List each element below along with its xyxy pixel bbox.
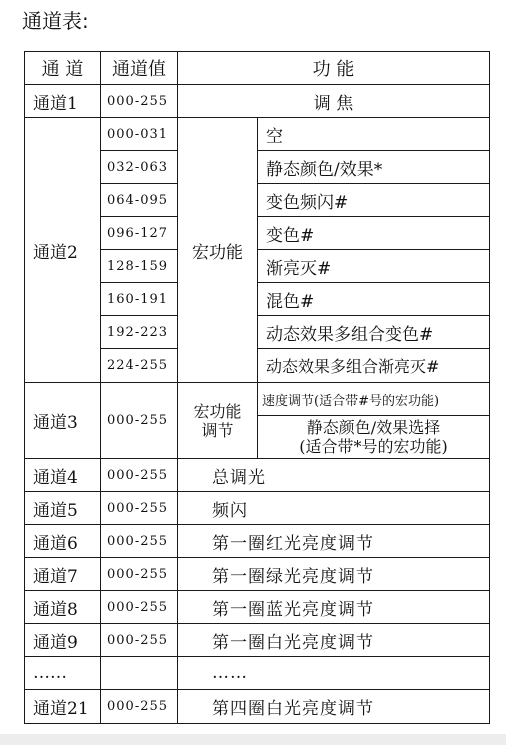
table-row: [25, 118, 490, 151]
static-select-line2: (适合带*号的宏功能): [299, 437, 448, 456]
function-cell: ……: [178, 657, 490, 690]
table-row: [25, 558, 490, 591]
function-cell: 总调光: [178, 459, 490, 492]
function-cell: 调 焦: [178, 85, 490, 118]
channel-cell: 通道5: [25, 492, 101, 525]
function-cell: 第一圈蓝光亮度调节: [178, 591, 490, 624]
value-cell: 128-159: [101, 250, 178, 283]
function-cell: 变色#: [258, 217, 490, 250]
value-cell: 000-255: [101, 690, 178, 724]
channel-cell: 通道1: [25, 85, 101, 118]
table-row: [25, 657, 490, 690]
value-cell: [101, 657, 178, 690]
function-cell: 静态颜色/效果*: [258, 151, 490, 184]
channel-cell: 通道4: [25, 459, 101, 492]
macro-function-cell: 宏功能: [178, 118, 258, 383]
page-title: 通道表:: [22, 9, 89, 33]
header-value: 通道值: [101, 52, 178, 85]
speed-adjust-cell: 速度调节(适合带#号的宏功能): [258, 383, 490, 416]
table-row: [25, 525, 490, 558]
value-cell: 000-031: [101, 118, 178, 151]
channel-cell: 通道3: [25, 383, 101, 459]
function-cell: 第一圈红光亮度调节: [178, 525, 490, 558]
static-select-cell: [258, 416, 490, 459]
value-cell: 224-255: [101, 349, 178, 383]
function-cell: 第一圈白光亮度调节: [178, 624, 490, 657]
macro-adjust-cell: [178, 383, 258, 459]
table-row: [25, 85, 490, 118]
value-cell: 000-255: [101, 624, 178, 657]
bottom-strip: [0, 734, 506, 745]
channel-cell: 通道9: [25, 624, 101, 657]
value-cell: 000-255: [101, 492, 178, 525]
channel-cell: 通道7: [25, 558, 101, 591]
macro-adjust-line1: 宏功能: [193, 401, 242, 421]
header-channel: 通 道: [25, 52, 101, 85]
value-cell: 000-255: [101, 558, 178, 591]
function-cell: 变色频闪#: [258, 184, 490, 217]
header-function: 功 能: [178, 52, 490, 85]
value-cell: 064-095: [101, 184, 178, 217]
value-cell: 032-063: [101, 151, 178, 184]
channel-cell: 通道2: [25, 118, 101, 383]
table-header-row: [25, 52, 490, 85]
value-cell: 000-255: [101, 591, 178, 624]
macro-adjust-line2: 调节: [201, 420, 234, 440]
table-row: [25, 690, 490, 724]
value-cell: 096-127: [101, 217, 178, 250]
value-cell: 160-191: [101, 283, 178, 316]
function-cell: 空: [258, 118, 490, 151]
value-cell: 000-255: [101, 525, 178, 558]
channel-table: [24, 51, 490, 724]
channel-cell: 通道6: [25, 525, 101, 558]
table-row: [25, 383, 490, 416]
channel-cell: 通道8: [25, 591, 101, 624]
value-cell: 000-255: [101, 383, 178, 459]
function-cell: 混色#: [258, 283, 490, 316]
function-cell: 动态效果多组合变色#: [258, 316, 490, 349]
value-cell: 000-255: [101, 459, 178, 492]
table-row: [25, 459, 490, 492]
table-row: [25, 591, 490, 624]
table-row: [25, 624, 490, 657]
static-select-line1: 静态颜色/效果选择: [306, 418, 441, 437]
function-cell: 第一圈绿光亮度调节: [178, 558, 490, 591]
channel-cell: 通道21: [25, 690, 101, 724]
table-row: [25, 492, 490, 525]
function-cell: 频闪: [178, 492, 490, 525]
value-cell: 000-255: [101, 85, 178, 118]
function-cell: 渐亮灭#: [258, 250, 490, 283]
function-cell: 第四圈白光亮度调节: [178, 690, 490, 724]
function-cell: 动态效果多组合渐亮灭#: [258, 349, 490, 383]
channel-cell: ……: [25, 657, 101, 690]
value-cell: 192-223: [101, 316, 178, 349]
